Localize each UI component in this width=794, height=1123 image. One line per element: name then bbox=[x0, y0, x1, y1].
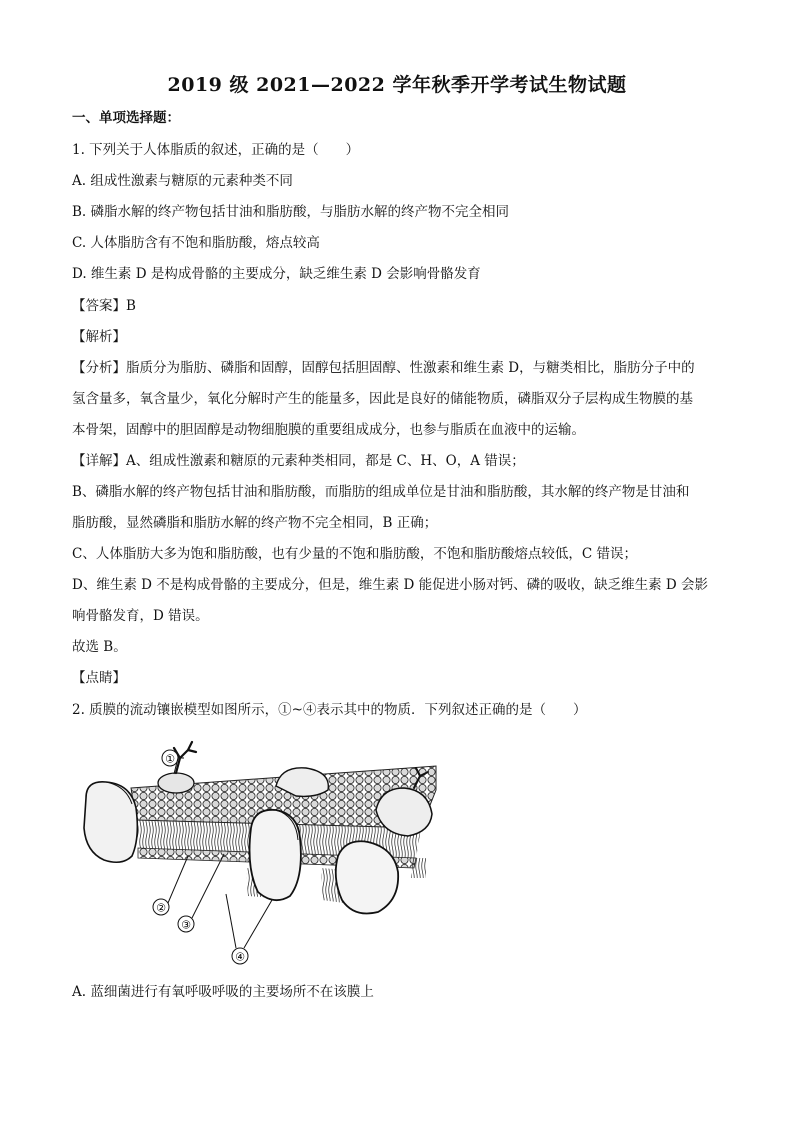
detail-line-2: B、磷脂水解的终产物包括甘油和脂肪酸，而脂肪的组成单位是甘油和脂肪酸，其水解的终产物是甘油和 bbox=[72, 484, 690, 500]
label-2: ② bbox=[156, 901, 166, 915]
right-protein bbox=[336, 841, 398, 913]
dianjing-label: 【点睛】 bbox=[72, 670, 126, 686]
question-2-stem: 2. 质膜的流动镶嵌模型如图所示，①~④表示其中的物质．下列叙述正确的是（ ） bbox=[72, 702, 587, 718]
lower-tails-3 bbox=[411, 858, 426, 878]
detail-line-7: 故选 B。 bbox=[72, 639, 127, 655]
left-protein bbox=[84, 782, 137, 862]
question-1-stem: 1. 下列关于人体脂质的叙述，正确的是（ ） bbox=[72, 142, 360, 158]
analysis-label: 【解析】 bbox=[72, 329, 126, 345]
detail-line-3: 脂肪酸，显然磷脂和脂肪水解的终产物不完全相同，B 正确； bbox=[72, 515, 438, 531]
analysis-line-3: 本骨架，固醇中的胆固醇是动物细胞膜的重要组成成分，也参与脂质在血液中的运输。 bbox=[72, 422, 585, 438]
page-title: 2019 级 2021—2022 学年秋季开学考试生物试题 bbox=[167, 74, 627, 96]
question-1-option-a: A. 组成性激素与糖原的元素种类不同 bbox=[72, 173, 293, 189]
membrane-diagram-svg bbox=[76, 728, 446, 973]
detail-line-5: D、维生素 D 不是构成骨骼的主要成分，但是，维生素 D 能促进小肠对钙、磷的吸收，缺乏维生素 D 会影 bbox=[72, 577, 709, 593]
membrane-diagram bbox=[76, 728, 446, 973]
label-4: ④ bbox=[235, 950, 245, 964]
detail-line-6: 响骨骼发育，D 错误。 bbox=[72, 608, 209, 624]
answer-label: 【答案】B bbox=[72, 298, 136, 314]
section-heading: 一、单项选择题： bbox=[72, 110, 180, 126]
question-1-option-c: C. 人体脂肪含有不饱和脂肪酸，熔点较高 bbox=[72, 235, 320, 251]
question-1-option-b: B. 磷脂水解的终产物包括甘油和脂肪酸，与脂肪水解的终产物不完全相同 bbox=[72, 204, 510, 220]
question-2-option-a: A. 蓝细菌进行有氧呼吸呼吸的主要场所不在该膜上 bbox=[72, 984, 374, 1000]
label-1: ① bbox=[165, 752, 175, 766]
analysis-line-1: 【分析】脂质分为脂肪、磷脂和固醇，固醇包括胆固醇、性激素和维生素 D，与糖类相比，脂肪分子中的 bbox=[72, 360, 695, 376]
question-1-option-d: D. 维生素 D 是构成骨骼的主要成分，缺乏维生素 D 会影响骨骼发育 bbox=[72, 266, 481, 282]
analysis-line-2: 氢含量多，氧含量少，氧化分解时产生的能量多，因此是良好的储能物质，磷脂双分子层构成生物膜的基 bbox=[72, 391, 693, 407]
label-3: ③ bbox=[181, 918, 191, 932]
detail-line-1: 【详解】A、组成性激素和糖原的元素种类相同，都是 C、H、O，A 错误； bbox=[72, 453, 525, 469]
detail-line-4: C、人体脂肪大多为饱和脂肪酸，也有少量的不饱和脂肪酸，不饱和脂肪酸熔点较低，C 错误； bbox=[72, 546, 637, 562]
glycoprotein bbox=[158, 773, 194, 793]
